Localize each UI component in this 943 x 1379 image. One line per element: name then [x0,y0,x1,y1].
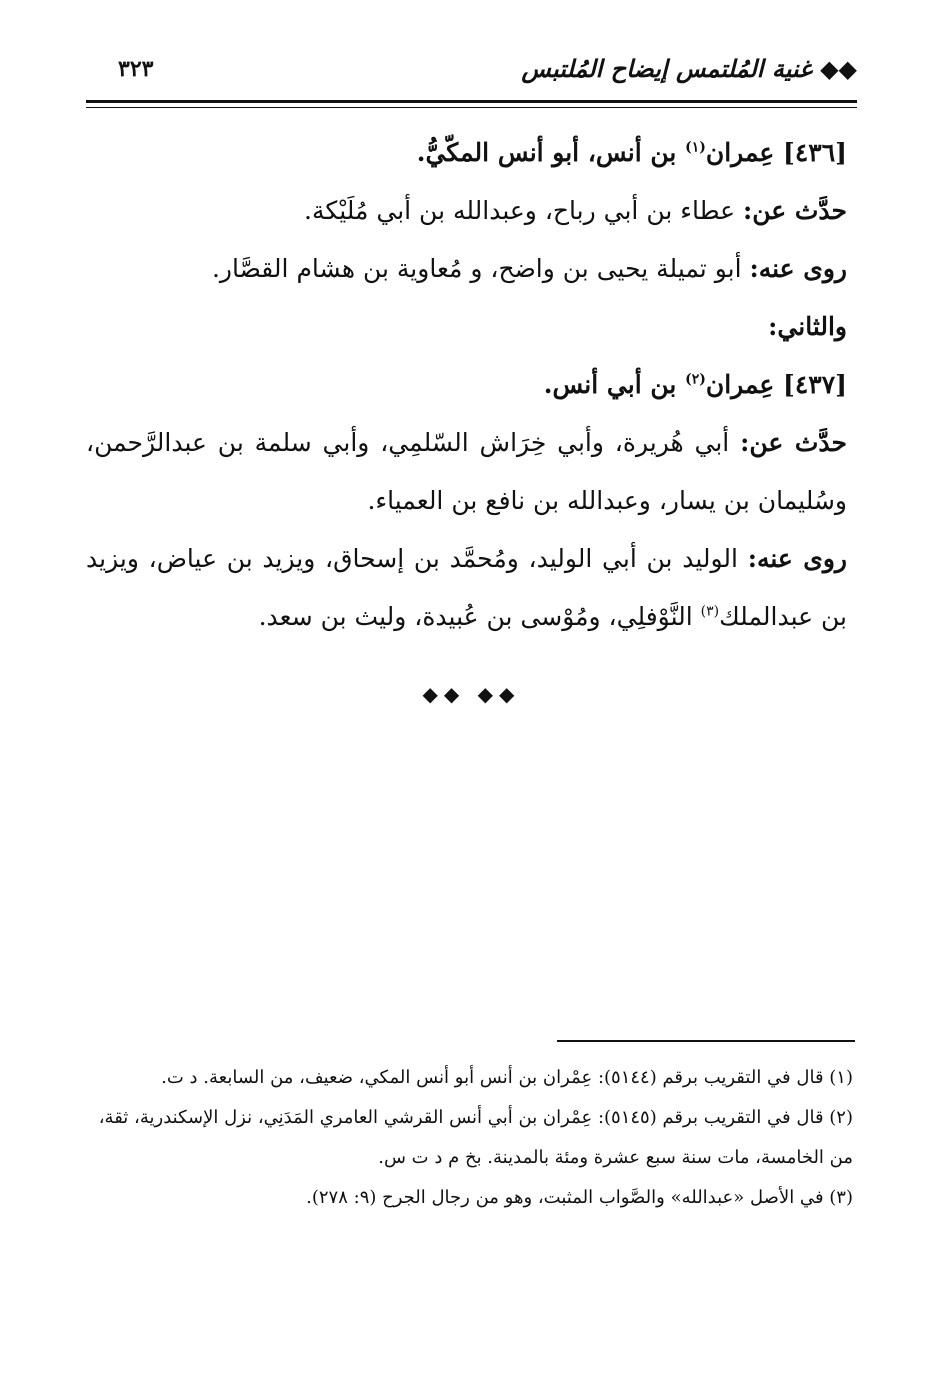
footnote-3: (٣) في الأصل «عبدالله» والصَّواب المثبت، وهو من رجال الجرح (٩: ٢٧٨). [306,1187,853,1208]
entry-437-title-rest: بن أبي أنس. [543,370,686,399]
footnote-ref-2: (٢) [685,371,706,388]
footnote-rule [557,1040,855,1042]
page-number: ٣٢٣ [118,56,154,82]
entry-436-heading [86,124,847,182]
footnotes [82,1058,853,1218]
narrated-from-text: عطاء بن أبي رباح، وعبدالله بن أبي مُلَيْكة. [304,196,743,225]
footnote-ref-1: (١) [685,139,706,156]
entry-437-narrated-from [86,414,847,530]
narrators-text-part-2: النَّوْفلِي، ومُوْسى بن عُبيدة، وليث بن سعد. [258,602,701,631]
entry-437-narrators [86,530,847,646]
entry-437-title: [٤٣٧] عِمران [705,370,847,399]
entry-437-heading [86,356,847,414]
running-header [86,48,857,100]
entry-436-narrators [86,240,847,298]
main-text [86,124,847,646]
footnote-1: (١) قال في التقريب برقم (٥١٤٤): عِمْران بن أنس أبو أنس المكي، ضعيف، من السابعة. د ت. [161,1067,853,1088]
narrators-text-part-1: الوليد بن أبي الوليد، ومُحمَّد بن إسحاق، ويزيد بن عياض، ويزيد بن عبدالملك [86,544,847,631]
narrators-text: أبو تميلة يحيى بن واضح، و مُعاوية بن هشام القصَّار. [211,254,750,283]
footnote-2: (٢) قال في التقريب برقم (٥١٤٥): عِمْران بن أبي أنس القرشي العامري المَدَنِي، نزل الإسكندرية، ثقة، من الخامسة، مات سنة سبع عشرة ومئة بالمدينة. بخ م د ت س. [98,1107,853,1168]
footnote-ref-3: (٣) [700,603,720,620]
second-label: والثاني: [768,312,847,341]
narrated-from-label: حدَّث عن: [740,428,847,457]
running-title: ◆◆ غنية المُلتمس إيضاح المُلتبس [521,54,857,83]
entry-436-narrated-from [86,182,847,240]
section-separator: ◆◆ ◆◆ [422,682,521,706]
narrated-from-text: أبي هُريرة، وأبي خِرَاش السّلمِي، وأبي سلمة بن عبدالرَّحمن، وسُليمان بن يسار، وعبدالله بن نافع بن العمياء. [86,428,847,515]
narrated-from-label: حدَّث عن: [743,196,847,225]
entry-436-title: [٤٣٦] عِمران [705,138,847,167]
narrators-label: روى عنه: [749,254,847,283]
narrators-label: روى عنه: [747,544,848,573]
entry-436-title-rest: بن أنس، أبو أنس المكّيُّ. [416,138,686,167]
header-rule [86,100,857,108]
